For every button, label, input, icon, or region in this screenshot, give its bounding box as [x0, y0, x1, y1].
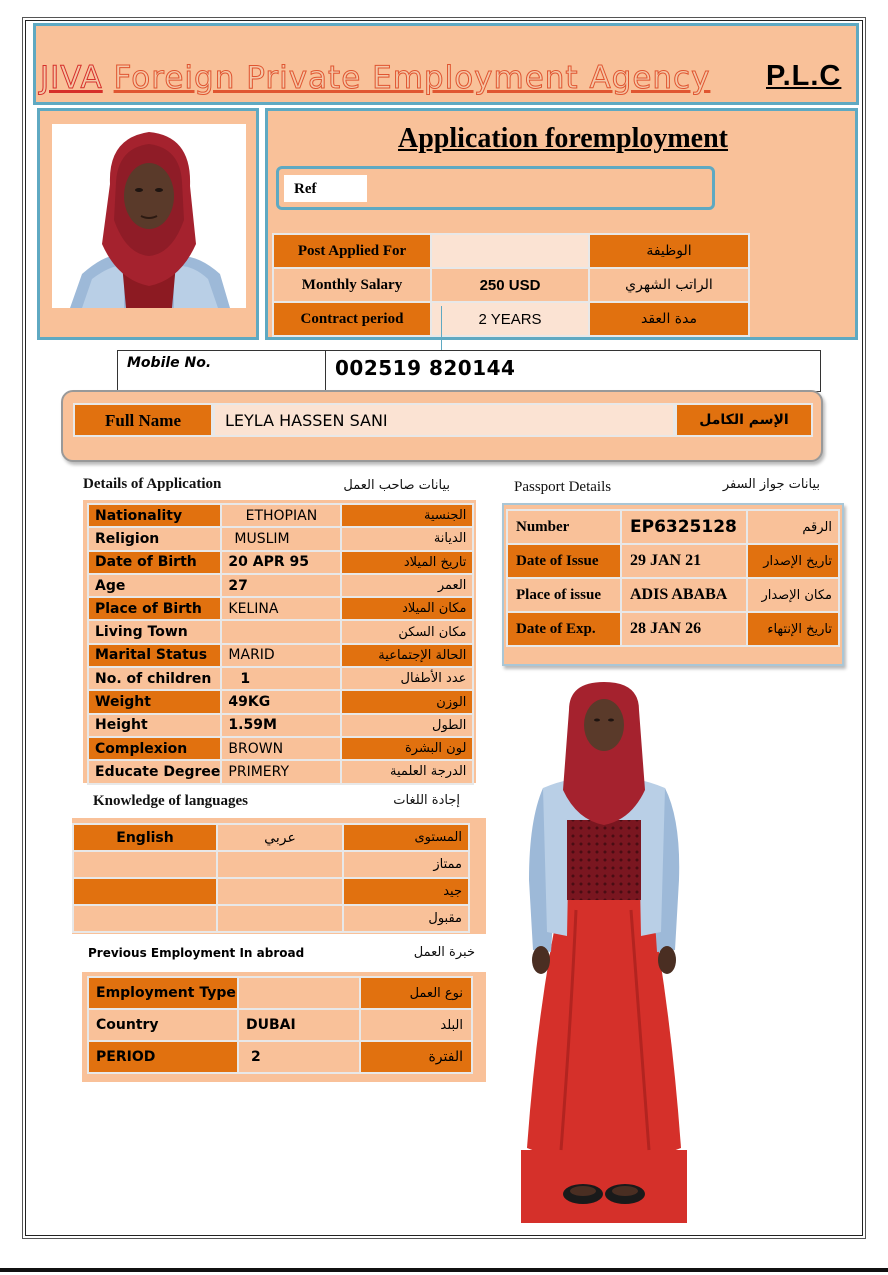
- country-label: Country: [88, 1009, 238, 1041]
- dob-value: 20 APR 95: [221, 551, 341, 574]
- issue-date-label: Date of Issue: [507, 544, 621, 578]
- table-row: [73, 824, 469, 851]
- employment-type-label-ar: نوع العمل: [360, 977, 472, 1009]
- table-row: [88, 551, 473, 574]
- salary-label-ar: الراتب الشهري: [589, 268, 749, 302]
- table-row: [507, 510, 839, 544]
- languages-title: Knowledge of languages: [93, 793, 249, 809]
- table-row: [88, 667, 473, 690]
- age-label-ar: العمر: [341, 574, 473, 597]
- contract-label: Contract period: [273, 302, 431, 336]
- bottom-rule: [0, 1268, 888, 1272]
- full-body-photo: [521, 680, 687, 1223]
- contract-label-ar: مدة العقد: [589, 302, 749, 336]
- period-value: 2: [238, 1041, 360, 1073]
- table-row: [88, 574, 473, 597]
- level-header: المستوى: [343, 824, 469, 851]
- weight-value: 49KG: [221, 690, 341, 713]
- dob-label: Date of Birth: [88, 551, 221, 574]
- complexion-label-ar: لون البشرة: [341, 737, 473, 760]
- portrait-photo: [52, 124, 246, 308]
- languages-table: [72, 823, 470, 933]
- portrait-box: [37, 108, 259, 340]
- nationality-value: ETHOPIAN: [221, 504, 341, 527]
- details-title-ar: بيانات صاحب العمل: [343, 478, 450, 493]
- salary-label: Monthly Salary: [273, 268, 431, 302]
- issue-place-label-ar: مكان الإصدار: [747, 578, 839, 612]
- table-row: [88, 597, 473, 620]
- religion-value: MUSLIM: [221, 527, 341, 550]
- children-label: No. of children: [88, 667, 221, 690]
- mobile-value: 002519 820144: [335, 356, 516, 380]
- expiry-date-label-ar: تاريخ الإنتهاء: [747, 612, 839, 646]
- post-label: Post Applied For: [273, 234, 431, 268]
- table-row: [507, 612, 839, 646]
- weight-label: Weight: [88, 690, 221, 713]
- issue-place-value: ADIS ABABA: [621, 578, 747, 612]
- full-name-box: [61, 390, 823, 462]
- arabic-excellent-cell: [217, 851, 343, 878]
- post-table: [272, 233, 750, 337]
- agency-header: [33, 23, 859, 105]
- post-value: [431, 234, 589, 268]
- english-good-cell: [73, 878, 217, 905]
- application-box: [265, 108, 858, 340]
- employment-title: Previous Employment In abroad: [88, 946, 305, 960]
- table-row: [88, 1041, 472, 1073]
- table-row: [88, 737, 473, 760]
- table-row: [88, 1009, 472, 1041]
- details-table-box: [83, 500, 476, 783]
- table-row: [73, 878, 469, 905]
- table-row: [88, 690, 473, 713]
- details-table: [87, 503, 474, 785]
- passport-table-box: [502, 503, 844, 666]
- marital-label-ar: الحالة الإجتماعية: [341, 644, 473, 667]
- full-name-label-ar: الإسم الكامل: [675, 403, 813, 437]
- employment-table-box: [82, 972, 486, 1082]
- marital-value: MARID: [221, 644, 341, 667]
- education-value: PRIMERY: [221, 760, 341, 783]
- english-header: English: [73, 824, 217, 851]
- table-row: [88, 760, 473, 783]
- children-label-ar: عدد الأطفال: [341, 667, 473, 690]
- country-label-ar: البلد: [360, 1009, 472, 1041]
- table-row: [507, 578, 839, 612]
- arabic-fair-cell: [217, 905, 343, 932]
- employment-type-label: Employment Type: [88, 977, 238, 1009]
- height-label-ar: الطول: [341, 714, 473, 737]
- nationality-label-ar: الجنسية: [341, 504, 473, 527]
- pob-label: Place of Birth: [88, 597, 221, 620]
- mobile-row: [117, 350, 821, 392]
- arabic-good-cell: [217, 878, 343, 905]
- table-row: [73, 851, 469, 878]
- complexion-label: Complexion: [88, 737, 221, 760]
- english-fair-cell: [73, 905, 217, 932]
- table-row: [88, 714, 473, 737]
- children-value: 1: [221, 667, 341, 690]
- height-value: 1.59M: [221, 714, 341, 737]
- weight-label-ar: الوزن: [341, 690, 473, 713]
- table-row: [73, 905, 469, 932]
- religion-label-ar: الديانة: [341, 527, 473, 550]
- salary-row: [273, 268, 749, 302]
- marital-label: Marital Status: [88, 644, 221, 667]
- mobile-divider: [325, 351, 326, 393]
- ref-label: Ref: [284, 175, 367, 202]
- table-row: [88, 527, 473, 550]
- agency-name: Foreign Private Employment Agency: [113, 60, 711, 96]
- employment-table: [87, 976, 473, 1074]
- complexion-value: BROWN: [221, 737, 341, 760]
- ref-box: [276, 166, 715, 210]
- agency-title: [40, 60, 710, 96]
- application-title: Application foremployment: [397, 123, 729, 154]
- full-name-value: LEYLA HASSEN SANI: [213, 403, 675, 437]
- passport-title: Passport Details: [514, 479, 612, 495]
- issue-date-label-ar: تاريخ الإصدار: [747, 544, 839, 578]
- mobile-label: Mobile No.: [127, 355, 212, 371]
- arabic-header: عربي: [217, 824, 343, 851]
- english-excellent-cell: [73, 851, 217, 878]
- passport-number-label: Number: [507, 510, 621, 544]
- living-town-label-ar: مكان السكن: [341, 620, 473, 643]
- period-label: PERIOD: [88, 1041, 238, 1073]
- passport-table: [506, 509, 840, 647]
- height-label: Height: [88, 714, 221, 737]
- passport-number-value: EP6325128: [621, 510, 747, 544]
- pob-value: KELINA: [221, 597, 341, 620]
- table-row: [88, 977, 472, 1009]
- table-row: [88, 644, 473, 667]
- expiry-date-value: 28 JAN 26: [621, 612, 747, 646]
- full-name-label: Full Name: [73, 403, 213, 437]
- dob-label-ar: تاريخ الميلاد: [341, 551, 473, 574]
- period-label-ar: الفترة: [360, 1041, 472, 1073]
- connector-line: [441, 306, 442, 350]
- languages-table-box: [72, 818, 486, 934]
- level-good: جيد: [343, 878, 469, 905]
- religion-label: Religion: [88, 527, 221, 550]
- agency-suffix: P.L.C: [766, 60, 842, 92]
- post-label-ar: الوظيفة: [589, 234, 749, 268]
- contract-value: 2 YEARS: [431, 302, 589, 336]
- living-town-value: [221, 620, 341, 643]
- employment-title-ar: خبرة العمل: [413, 945, 475, 960]
- living-town-label: Living Town: [88, 620, 221, 643]
- pob-label-ar: مكان الميلاد: [341, 597, 473, 620]
- passport-title-ar: بيانات جواز السفر: [722, 477, 820, 492]
- employment-type-value: [238, 977, 360, 1009]
- table-row: [88, 504, 473, 527]
- post-row: [273, 234, 749, 268]
- education-label-ar: الدرجة العلمية: [341, 760, 473, 783]
- age-value: 27: [221, 574, 341, 597]
- table-row: [88, 620, 473, 643]
- age-label: Age: [88, 574, 221, 597]
- languages-title-ar: إجادة اللغات: [393, 793, 460, 808]
- expiry-date-label: Date of Exp.: [507, 612, 621, 646]
- contract-row: [273, 302, 749, 336]
- table-row: [507, 544, 839, 578]
- issue-date-value: 29 JAN 21: [621, 544, 747, 578]
- education-label: Educate Degree: [88, 760, 221, 783]
- salary-value: 250 USD: [431, 268, 589, 302]
- level-fair: مقبول: [343, 905, 469, 932]
- nationality-label: Nationality: [88, 504, 221, 527]
- passport-number-label-ar: الرقم: [747, 510, 839, 544]
- brand-name: JIVA: [40, 60, 103, 96]
- details-title: Details of Application: [83, 476, 222, 492]
- country-value: DUBAI: [238, 1009, 360, 1041]
- level-excellent: ممتاز: [343, 851, 469, 878]
- issue-place-label: Place of issue: [507, 578, 621, 612]
